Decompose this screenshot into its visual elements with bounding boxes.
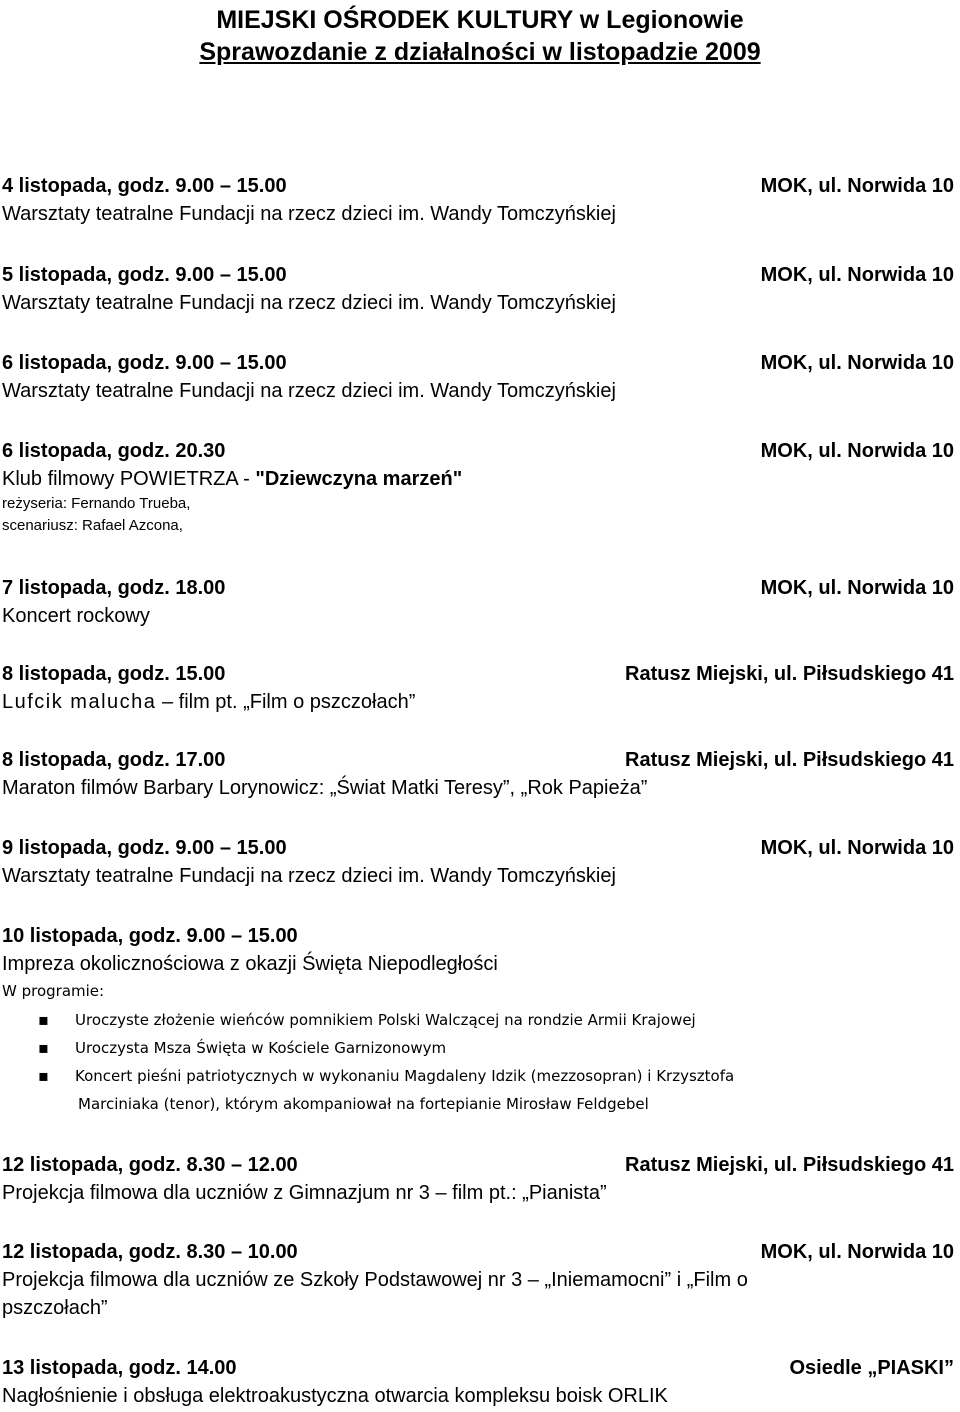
event-place: MOK, ul. Norwida 10 (760, 577, 954, 599)
film-director: reżyseria: Fernando Trueba, (2, 495, 191, 512)
event-description-prefix: Klub filmowy POWIETRZA - (2, 468, 256, 490)
event-date: 12 listopada, godz. 8.30 – 12.00 (2, 1154, 298, 1176)
event-description: Impreza okolicznościowa z okazji Święta Niepodległości (2, 953, 498, 975)
event-date: 6 listopada, godz. 9.00 – 15.00 (2, 352, 287, 374)
event-description: Warsztaty teatralne Fundacji na rzecz dzieci im. Wandy Tomczyńskiej (2, 865, 616, 887)
event-description: Projekcja filmowa dla uczniów z Gimnazjum nr 3 – film pt.: „Pianista” (2, 1182, 607, 1204)
event-place: MOK, ul. Norwida 10 (760, 175, 954, 197)
event-entry (2, 172, 956, 228)
event-entry (2, 261, 956, 317)
event-place: Ratusz Miejski, ul. Piłsudskiego 41 (625, 1154, 954, 1176)
event-entry (2, 746, 956, 802)
event-date: 10 listopada, godz. 9.00 – 15.00 (2, 925, 298, 947)
event-entry (2, 922, 956, 1118)
event-place: MOK, ul. Norwida 10 (760, 837, 954, 859)
event-date: 5 listopada, godz. 9.00 – 15.00 (2, 264, 287, 286)
event-date: 7 listopada, godz. 18.00 (2, 577, 226, 599)
event-description (2, 688, 956, 716)
program-name: Lufcik malucha (2, 691, 157, 713)
event-description: Nagłośnienie i obsługa elektroakustyczna otwarcia kompleksu boisk ORLIK (2, 1385, 668, 1407)
event-entry (2, 1151, 956, 1207)
event-description: Warsztaty teatralne Fundacji na rzecz dzieci im. Wandy Tomczyńskiej (2, 380, 616, 402)
event-description: Warsztaty teatralne Fundacji na rzecz dzieci im. Wandy Tomczyńskiej (2, 292, 616, 314)
event-date: 8 listopada, godz. 17.00 (2, 749, 226, 771)
event-place: Osiedle „PIASKI” (789, 1357, 954, 1379)
list-item: ▪ Uroczyste złożenie wieńców pomnikiem Polski Walczącej na rondzie Armii Krajowej (2, 1006, 956, 1034)
event-place: Ratusz Miejski, ul. Piłsudskiego 41 (625, 749, 954, 771)
event-description-cont: pszczołach” (2, 1297, 108, 1319)
event-entry (2, 1354, 956, 1410)
event-date: 13 listopada, godz. 14.00 (2, 1357, 237, 1379)
page-subtitle: Sprawozdanie z działalności w listopadzie 2009 (199, 38, 761, 66)
event-entry (2, 349, 956, 405)
event-place: MOK, ul. Norwida 10 (760, 352, 954, 374)
event-date: 6 listopada, godz. 20.30 (2, 440, 226, 462)
page-title: MIEJSKI OŚRODEK KULTURY w Legionowie (216, 6, 744, 34)
event-date: 8 listopada, godz. 15.00 (2, 663, 226, 685)
event-place: MOK, ul. Norwida 10 (760, 1241, 954, 1263)
program-label: W programie: (2, 982, 105, 1000)
event-description: Warsztaty teatralne Fundacji na rzecz dzieci im. Wandy Tomczyńskiej (2, 203, 616, 225)
event-entry (2, 660, 956, 716)
event-place: MOK, ul. Norwida 10 (760, 264, 954, 286)
event-description: Maraton filmów Barbary Lorynowicz: „Świat Matki Teresy”, „Rok Papieża” (2, 777, 648, 799)
list-item-line: Marciniaka (tenor), którym akompaniował na fortepianie Mirosław Feldgebel (78, 1095, 649, 1113)
film-title: "Dziewczyna marzeń" (255, 468, 463, 490)
event-place: Ratusz Miejski, ul. Piłsudskiego 41 (625, 663, 954, 685)
list-item-line: Koncert pieśni patriotycznych w wykonaniu Magdaleny Idzik (mezzosopran) i Krzysztofa (75, 1067, 735, 1085)
event-description: Koncert rockowy (2, 605, 150, 627)
event-place: MOK, ul. Norwida 10 (760, 440, 954, 462)
event-date: 12 listopada, godz. 8.30 – 10.00 (2, 1241, 298, 1263)
film-writer: scenariusz: Rafael Azcona, (2, 517, 183, 534)
list-item: ▪ Uroczysta Msza Święta w Kościele Garnizonowym (2, 1034, 956, 1062)
event-description: Projekcja filmowa dla uczniów ze Szkoły Podstawowej nr 3 – „Iniemamocni” i „Film o (2, 1269, 748, 1291)
event-description-rest: – film pt. „Film o pszczołach” (156, 691, 416, 713)
program-list (2, 1006, 956, 1118)
event-entry (2, 1238, 956, 1322)
event-date: 9 listopada, godz. 9.00 – 15.00 (2, 837, 287, 859)
event-description (2, 465, 956, 493)
event-entry (2, 437, 956, 537)
list-item (2, 1062, 956, 1118)
event-entry (2, 834, 956, 890)
event-entry (2, 574, 956, 630)
event-date: 4 listopada, godz. 9.00 – 15.00 (2, 175, 287, 197)
